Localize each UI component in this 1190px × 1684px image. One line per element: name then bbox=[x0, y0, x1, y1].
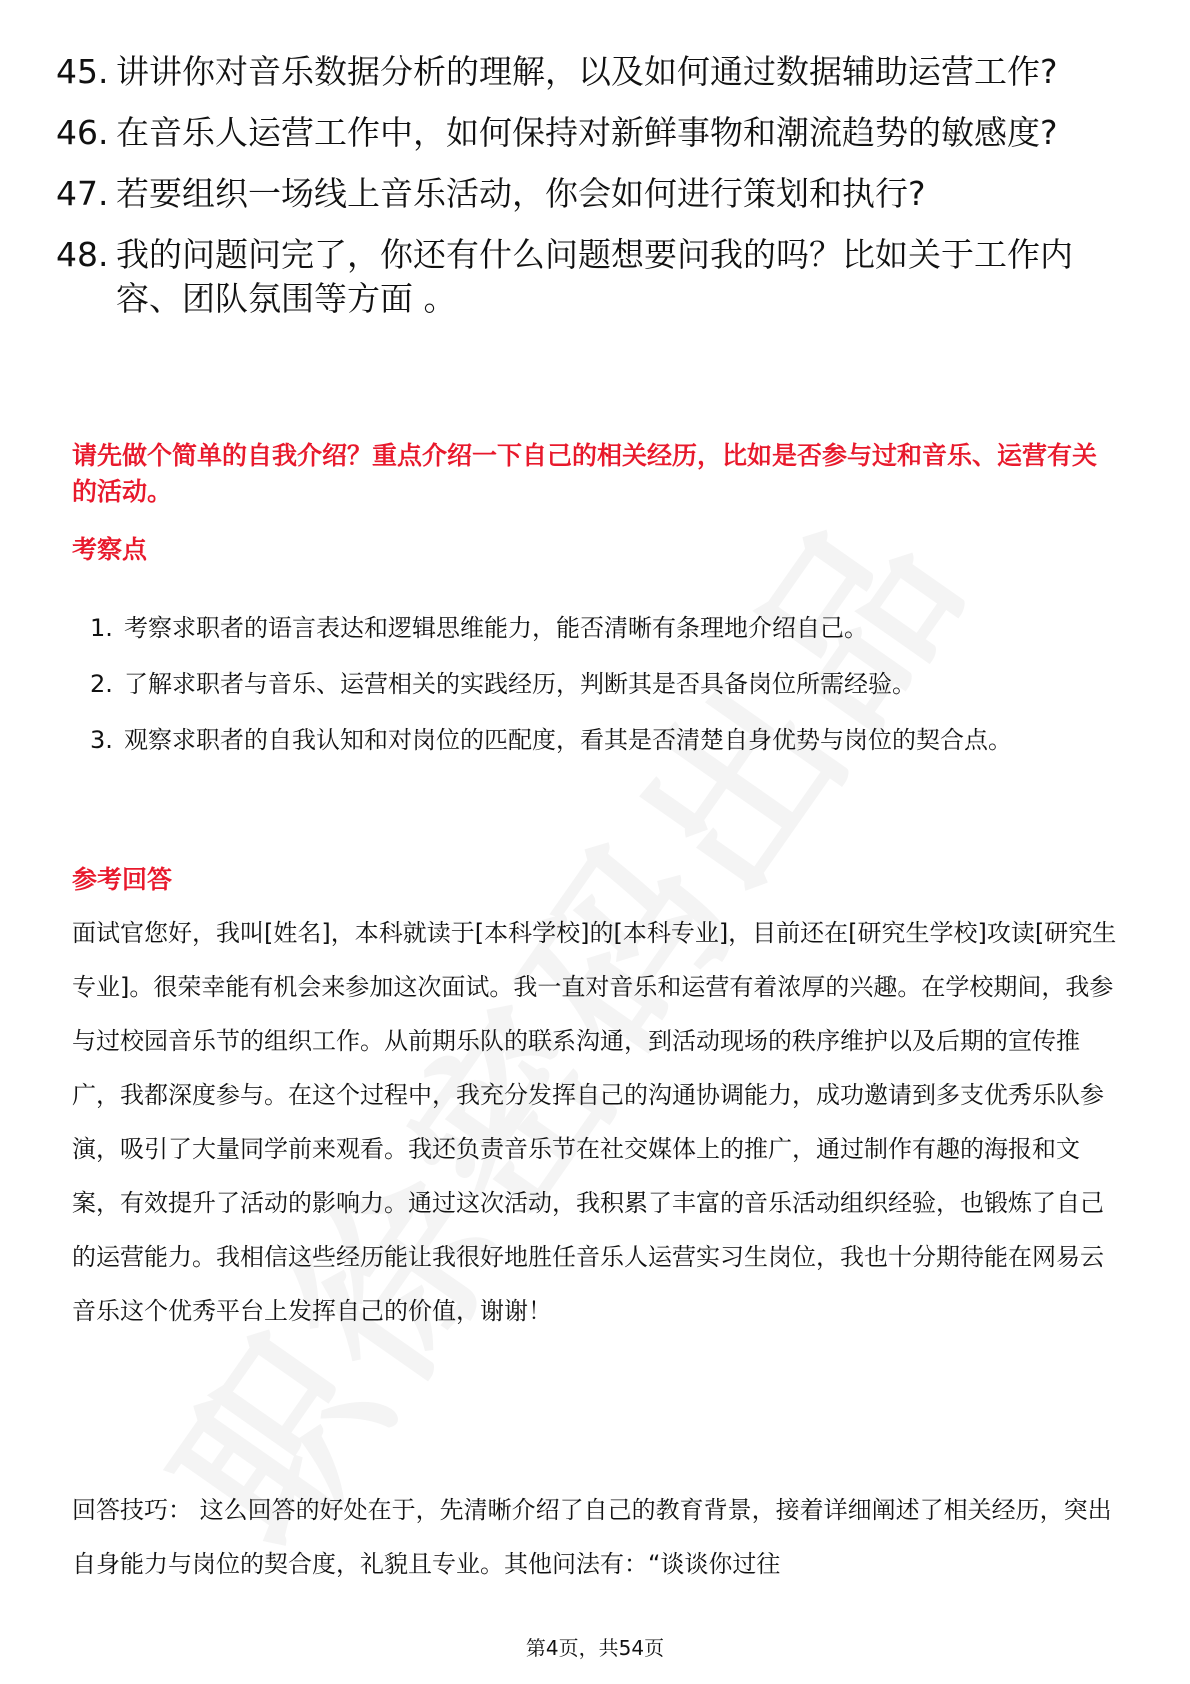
question-number: 45. bbox=[56, 52, 109, 91]
question-text: 我的问题问完了，你还有什么问题想要问我的吗？比如关于工作内容、团队氛围等方面 。 bbox=[116, 235, 1073, 318]
reference-answer-label: 参考回答 bbox=[72, 865, 173, 894]
assessment-point bbox=[90, 600, 1110, 656]
question-item bbox=[56, 172, 1136, 216]
question-text: 讲讲你对音乐数据分析的理解，以及如何通过数据辅助运营工作? bbox=[116, 52, 1058, 91]
point-text: 了解求职者与音乐、运营相关的实践经历，判断其是否具备岗位所需经验。 bbox=[124, 670, 916, 698]
assessment-point bbox=[90, 656, 1110, 712]
question-number: 48. bbox=[56, 235, 109, 274]
point-number: 3. bbox=[90, 726, 113, 754]
question-text: 在音乐人运营工作中，如何保持对新鲜事物和潮流趋势的敏感度? bbox=[116, 113, 1058, 152]
assessment-points-list bbox=[90, 600, 1110, 768]
question-item bbox=[56, 50, 1136, 94]
question-list bbox=[56, 50, 1136, 338]
question-number: 47. bbox=[56, 174, 109, 213]
question-item bbox=[56, 233, 1136, 321]
section-question-heading: 请先做个简单的自我介绍？重点介绍一下自己的相关经历，比如是否参与过和音乐、运营有关的活动。 bbox=[72, 441, 1098, 506]
answer-tips-text: 回答技巧： 这么回答的好处在于，先清晰介绍了自己的教育背景，接着详细阐述了相关经历，突出自身能力与岗位的契合度，礼貌且专业。其他问法有：“谈谈你过往 bbox=[72, 1496, 1112, 1578]
page-footer: 第4页，共54页 bbox=[525, 1636, 665, 1660]
point-number: 2. bbox=[90, 670, 113, 698]
assessment-points-label: 考察点 bbox=[72, 535, 148, 564]
assessment-point bbox=[90, 712, 1110, 768]
reference-answer-text: 面试官您好，我叫[姓名]，本科就读于[本科学校]的[本科专业]，目前还在[研究生学校]攻读[研究生专业]。很荣幸能有机会来参加这次面试。我一直对音乐和运营有着浓厚的兴趣。在学校期间，我参与过校园音乐节的组织工作。从前期乐队的联系沟通，到活动现场的秩序维护以及后期的宣传推广，我都深度参与。在这个过程中，我充分发挥自己的沟通协调能力，成功邀请到多支优秀乐队参演，吸引了大量同学前来观看。我还负责音乐节在社交媒体上的推广，通过制作有趣的海报和文案，有效提升了活动的影响力。通过这次活动，我积累了丰富的音乐活动组织经验，也锻炼了自己的运营能力。我相信这些经历能让我很好地胜任音乐人运营实习生岗位，我也十分期待能在网易云音乐这个优秀平台上发挥自己的价值，谢谢！ bbox=[72, 919, 1117, 1325]
point-text: 观察求职者的自我认知和对岗位的匹配度，看其是否清楚自身优势与岗位的契合点。 bbox=[124, 726, 1012, 754]
point-number: 1. bbox=[90, 614, 113, 642]
question-text: 若要组织一场线上音乐活动，你会如何进行策划和执行? bbox=[116, 174, 926, 213]
point-text: 考察求职者的语言表达和逻辑思维能力，能否清晰有条理地介绍自己。 bbox=[124, 614, 868, 642]
question-number: 46. bbox=[56, 113, 109, 152]
question-item bbox=[56, 111, 1136, 155]
